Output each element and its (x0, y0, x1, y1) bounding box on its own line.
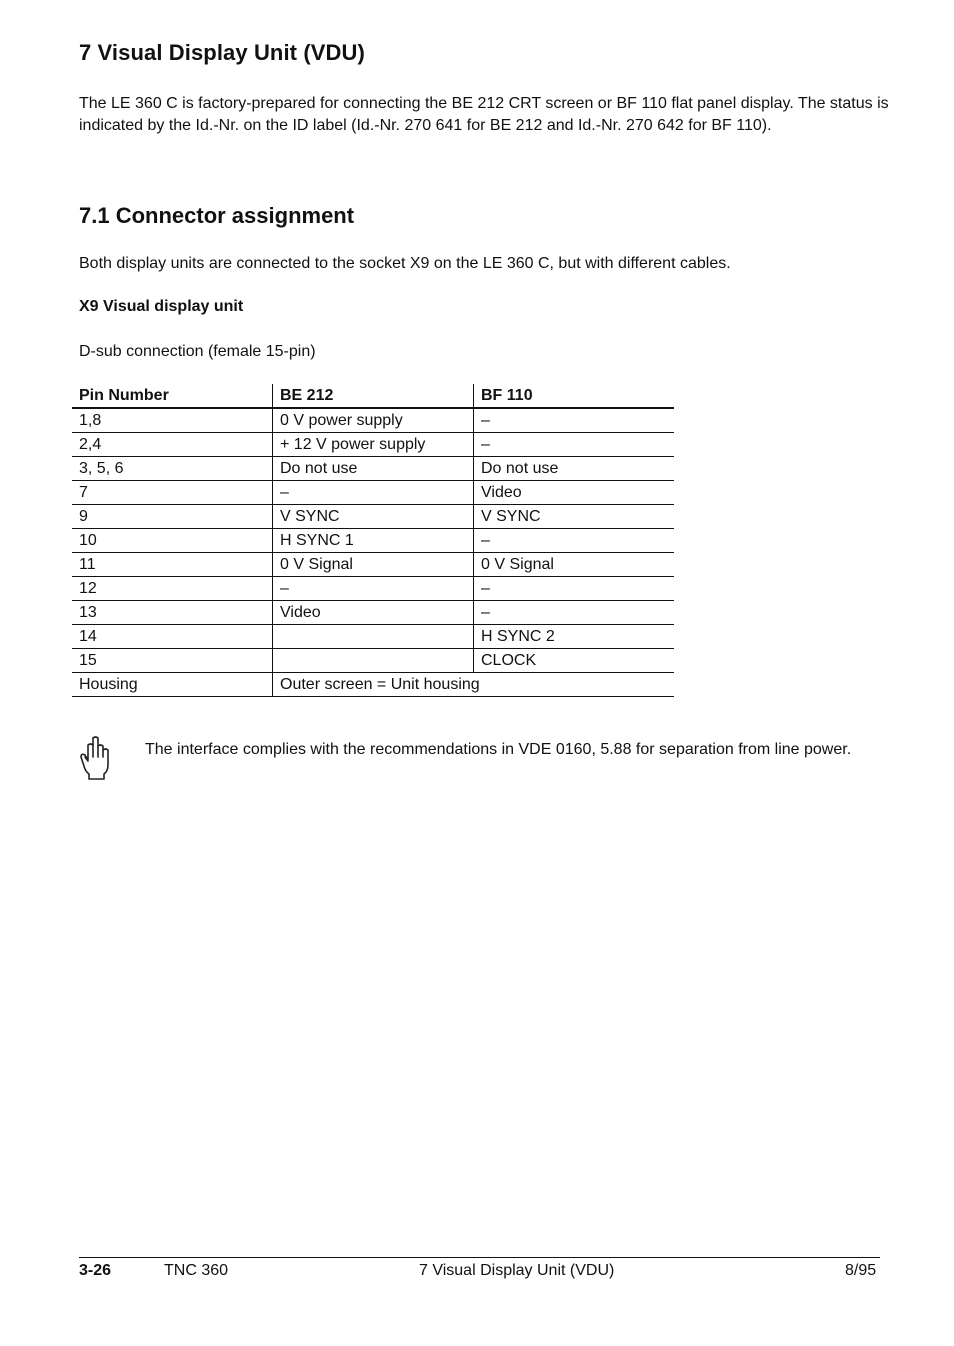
be212-cell: H SYNC 1 (273, 529, 474, 553)
bf110-cell: H SYNC 2 (474, 625, 675, 649)
pin-cell: 9 (72, 505, 273, 529)
bf110-cell: Video (474, 481, 675, 505)
table-row (72, 433, 674, 457)
pin-cell: 10 (72, 529, 273, 553)
note-text: The interface complies with the recommendations in VDE 0160, 5.88 for separation from line power. (145, 741, 852, 758)
be212-cell: 0 V Signal (273, 553, 474, 577)
bf110-cell: – (474, 408, 675, 433)
pin-cell: 1,8 (72, 408, 273, 433)
pin-cell: 13 (72, 601, 273, 625)
chapter-intro: The LE 360 C is factory-prepared for connecting the BE 212 CRT screen or BF 110 flat panel display. The status is indicated by the Id.-Nr. on the ID label (Id.-Nr. 270 641 for BE 212 and Id.-Nr. 270 642 for BF 110). (79, 95, 889, 135)
bf110-cell: – (474, 601, 675, 625)
pin-cell: 15 (72, 649, 273, 673)
pin-cell: 11 (72, 553, 273, 577)
table-row (72, 649, 674, 673)
footer-divider (79, 1257, 880, 1258)
table-row (72, 625, 674, 649)
header-pin-number: Pin Number (72, 384, 273, 408)
housing-cell: Outer screen = Unit housing (273, 673, 675, 697)
table-row (72, 408, 674, 433)
pin-cell: 2,4 (72, 433, 273, 457)
be212-cell: 0 V power supply (273, 408, 474, 433)
footer-date: 8/95 (845, 1262, 877, 1279)
table-header-row (72, 384, 674, 408)
pointing-hand-icon (78, 735, 110, 781)
bf110-cell: 0 V Signal (474, 553, 675, 577)
connector-description: D-sub connection (female 15-pin) (79, 343, 316, 360)
be212-cell: – (273, 481, 474, 505)
table-row (72, 577, 674, 601)
be212-cell: + 12 V power supply (273, 433, 474, 457)
bf110-cell: CLOCK (474, 649, 675, 673)
section-intro: Both display units are connected to the socket X9 on the LE 360 C, but with different cables. (79, 255, 731, 272)
table-row (72, 481, 674, 505)
section-title: 7.1 Connector assignment (79, 203, 355, 228)
pin-cell: 12 (72, 577, 273, 601)
bf110-cell: Do not use (474, 457, 675, 481)
bf110-cell: – (474, 529, 675, 553)
footer-page-number: 3-26 (79, 1262, 112, 1279)
bf110-cell: – (474, 433, 675, 457)
table-row (72, 457, 674, 481)
be212-cell: V SYNC (273, 505, 474, 529)
footer-chapter: 7 Visual Display Unit (VDU) (419, 1262, 615, 1279)
pin-cell: 7 (72, 481, 273, 505)
be212-cell (273, 649, 474, 673)
be212-cell (273, 625, 474, 649)
pin-assignment-table (72, 384, 674, 697)
pin-cell: 3, 5, 6 (72, 457, 273, 481)
bf110-cell: V SYNC (474, 505, 675, 529)
be212-cell: Video (273, 601, 474, 625)
table-subheading: X9 Visual display unit (79, 298, 244, 315)
be212-cell: Do not use (273, 457, 474, 481)
header-be212: BE 212 (273, 384, 474, 408)
be212-cell: – (273, 577, 474, 601)
footer-product: TNC 360 (164, 1262, 229, 1279)
table-row (72, 505, 674, 529)
table-row (72, 529, 674, 553)
pin-cell: Housing (72, 673, 273, 697)
chapter-title: 7 Visual Display Unit (VDU) (79, 40, 365, 65)
table-row (72, 553, 674, 577)
bf110-cell: – (474, 577, 675, 601)
pin-cell: 14 (72, 625, 273, 649)
table-row (72, 601, 674, 625)
table-row-housing (72, 673, 674, 697)
header-bf110: BF 110 (474, 384, 675, 408)
